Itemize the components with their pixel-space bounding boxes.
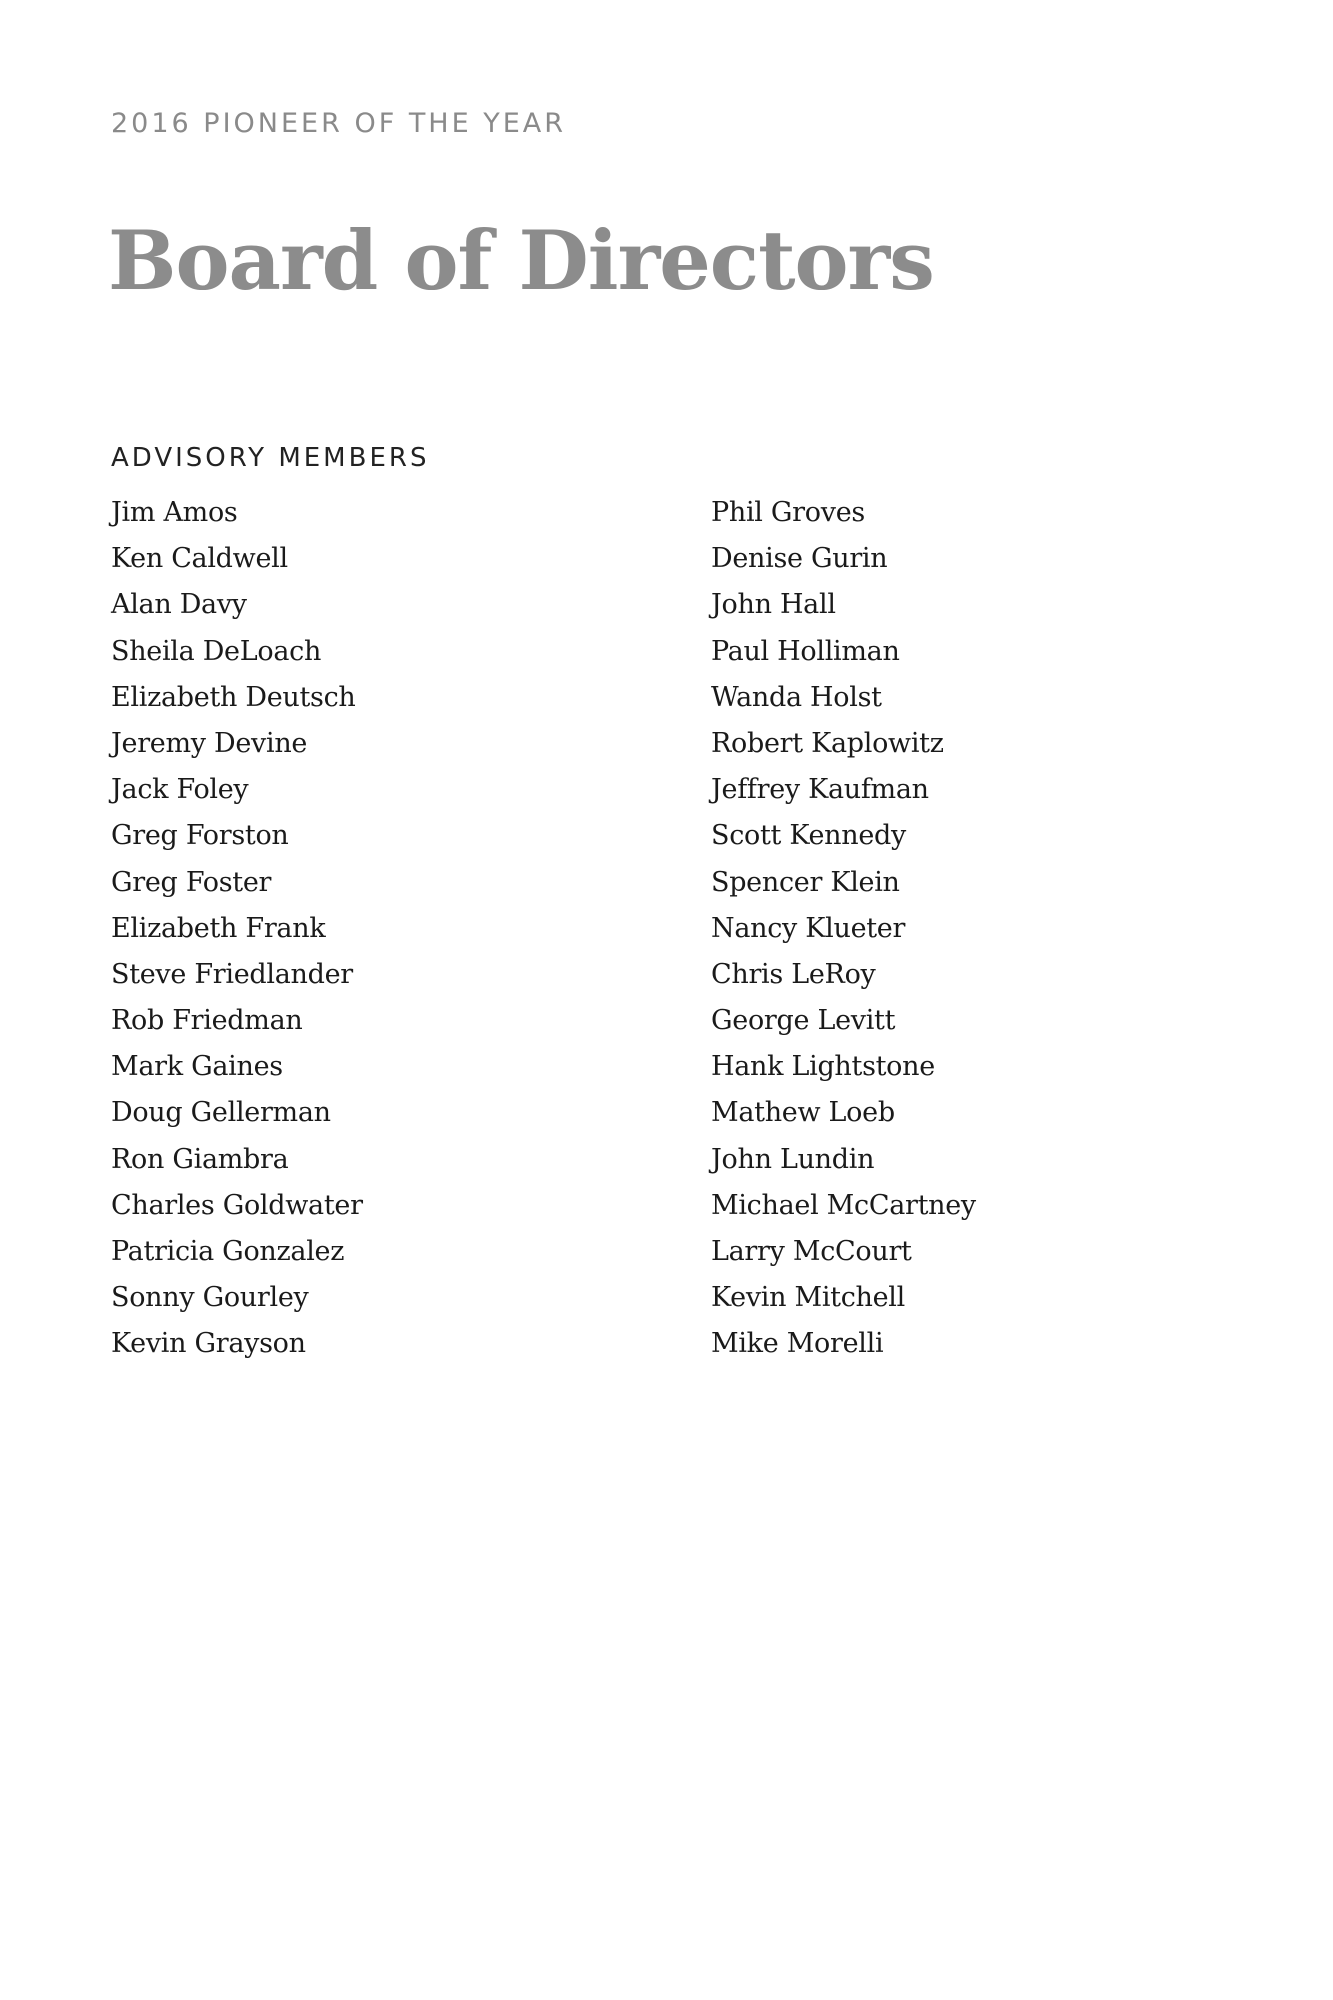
member-name: Michael McCartney — [711, 1189, 976, 1221]
member-name: Kevin Grayson — [111, 1328, 306, 1360]
member-name: Nancy Klueter — [711, 912, 906, 944]
member-name: Doug Gellerman — [111, 1097, 331, 1129]
member-name: Mike Morelli — [711, 1328, 884, 1360]
member-name: Mathew Loeb — [711, 1097, 895, 1129]
member-name: Jeffrey Kaufman — [711, 774, 929, 806]
page-title: Board of Directors — [108, 214, 934, 309]
member-name: John Hall — [711, 589, 836, 621]
advisory-members-right-column — [711, 490, 976, 1368]
member-name: Chris LeRoy — [711, 958, 876, 990]
page-eyebrow: 2016 PIONEER OF THE YEAR — [111, 108, 567, 139]
member-name: Rob Friedman — [111, 1005, 303, 1037]
member-name: George Levitt — [711, 1005, 896, 1037]
member-name: Larry McCourt — [711, 1236, 912, 1267]
member-name: Greg Forston — [111, 820, 289, 852]
advisory-members-left-column — [111, 490, 363, 1368]
member-name: Greg Foster — [111, 866, 272, 898]
member-name: Phil Groves — [711, 497, 865, 528]
member-name: Hank Lightstone — [711, 1051, 935, 1083]
member-name: Denise Gurin — [711, 543, 888, 575]
advisory-members-heading: ADVISORY MEMBERS — [111, 443, 430, 473]
member-name: Kevin Mitchell — [711, 1282, 905, 1314]
member-name: Wanda Holst — [711, 681, 882, 713]
member-name: Jim Amos — [111, 497, 238, 528]
member-name: Patricia Gonzalez — [111, 1236, 345, 1267]
member-name: Mark Gaines — [111, 1051, 283, 1083]
member-name: Jack Foley — [111, 774, 249, 806]
member-name: Scott Kennedy — [711, 820, 906, 852]
member-name: Elizabeth Frank — [111, 912, 326, 944]
member-name: Alan Davy — [111, 589, 247, 621]
member-name: Sonny Gourley — [111, 1282, 309, 1314]
member-name: Spencer Klein — [711, 866, 900, 898]
member-name: Elizabeth Deutsch — [111, 681, 356, 713]
member-name: Sheila DeLoach — [111, 635, 322, 667]
member-name: Ron Giambra — [111, 1143, 289, 1175]
member-name: Ken Caldwell — [111, 543, 288, 575]
member-name: Robert Kaplowitz — [711, 727, 944, 759]
member-name: Steve Friedlander — [111, 958, 353, 990]
member-name: Jeremy Devine — [111, 727, 308, 759]
member-name: John Lundin — [711, 1143, 875, 1175]
member-name: Charles Goldwater — [111, 1189, 363, 1221]
member-name: Paul Holliman — [711, 635, 900, 667]
